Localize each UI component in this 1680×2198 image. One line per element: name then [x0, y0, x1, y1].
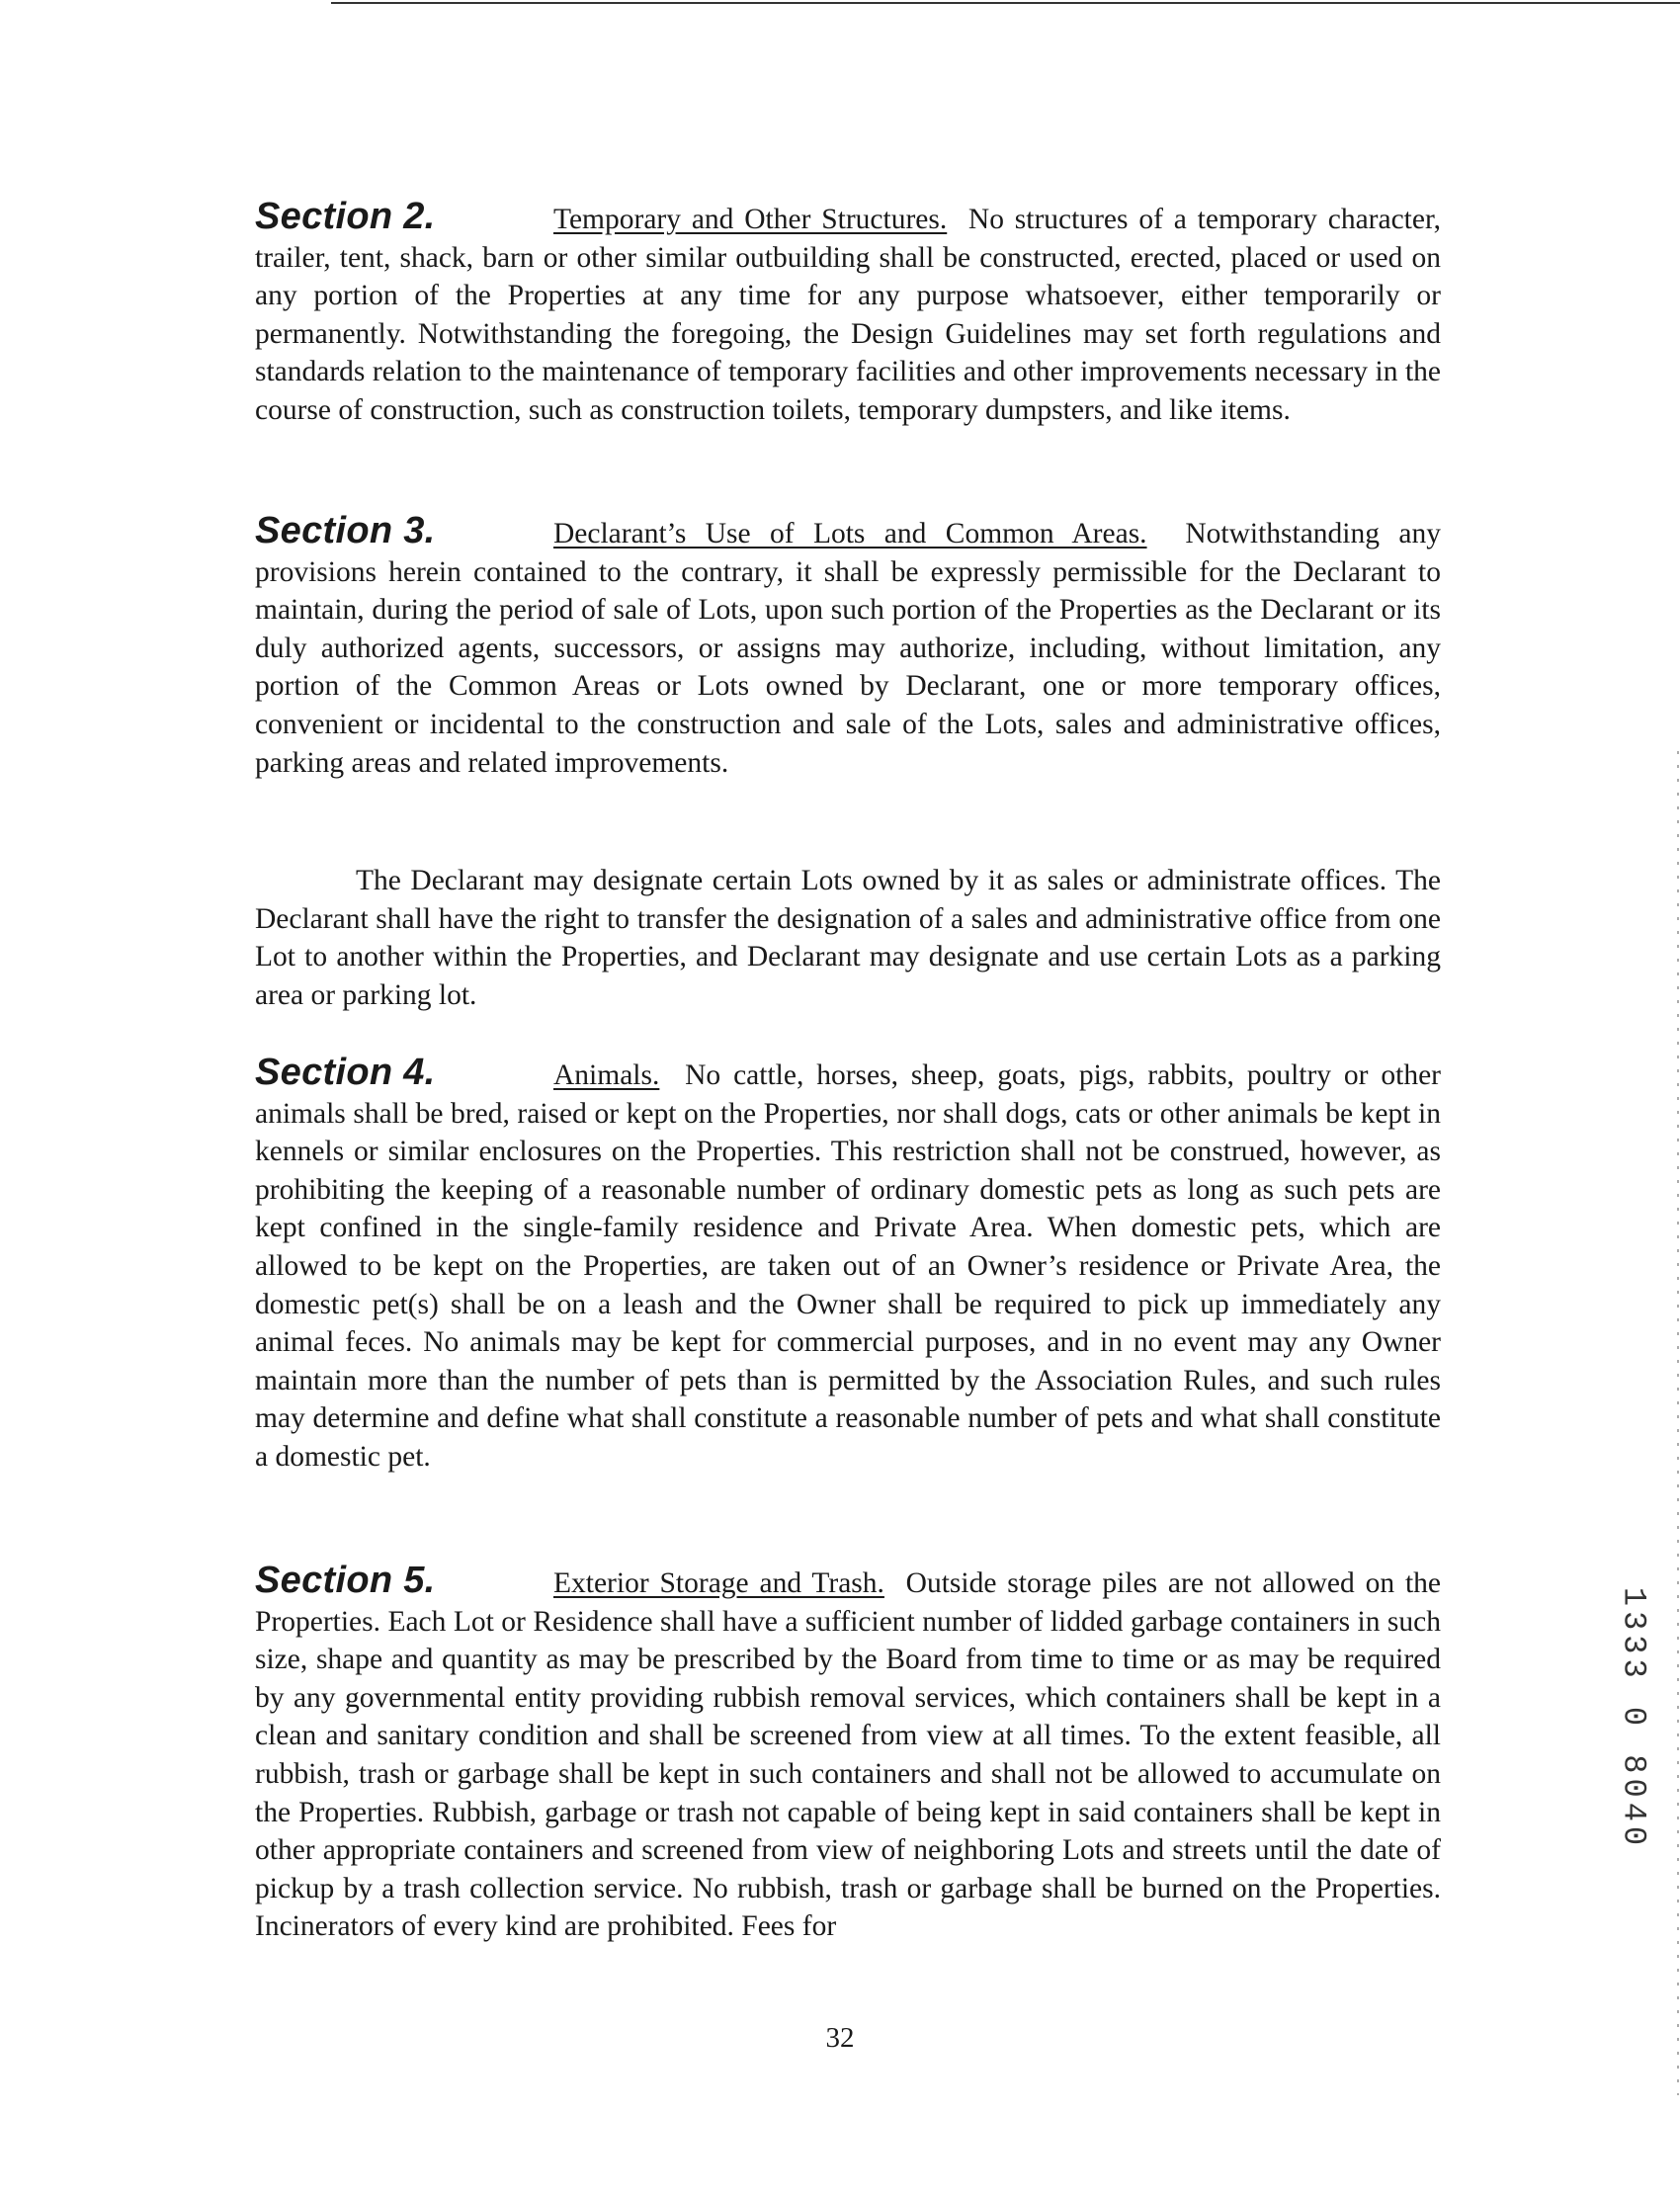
- margin-stamp-text: 1333 0 8040: [1615, 1586, 1652, 1851]
- section-3-label: Section 3.: [255, 510, 436, 551]
- section-2-text: No structures of a temporary character, trailer, tent, shack, barn or other similar outbuilding shall be constructed, erected, placed or used on any portion of the Properties at any time for any purpose whatsoever, either temporarily or permanently. Notwithstanding the foregoing, the Design Guidelines may set forth regulations and standards relation to the maintenance of temporary facilities and other improvements necessary in the course of construction, such as construction toilets, temporary dumpsters, and like items.: [255, 204, 1441, 426]
- section-5-label: Section 5.: [255, 1560, 436, 1601]
- section-3-second-paragraph: The Declarant may designate certain Lots owned by it as sales or administrate offices. The Declarant shall have the right to transfer the designation of a sales and administrative office from one Lot to another within the Properties, and Declarant may designate and use certain Lots as a parking area or parking lot.: [255, 865, 1441, 1011]
- section-2: [255, 198, 1441, 430]
- scan-margin-marks: [1677, 751, 1679, 2095]
- section-4-text: No cattle, horses, sheep, goats, pigs, rabbits, poultry or other animals shall be bred, raised or kept on the Properties, nor shall dogs, cats or other animals be kept in kennels or similar enclosures on the Properties. This restriction shall not be construed, however, as prohibiting the keeping of a reasonable number of ordinary domestic pets as long as such pets are kept confined in the single-family residence and Private Area. When domestic pets, which are allowed to be kept on the Properties, are taken out of an Owner’s residence or Private Area, the domestic pet(s) shall be on a leash and the Owner shall be required to pick up immediately any animal feces. No animals may be kept for commercial purposes, and in no event may any Owner maintain more than the number of pets than is permitted by the Association Rules, and such rules may determine and define what shall constitute a reasonable number of pets and what shall constitute a domestic pet.: [255, 1059, 1441, 1473]
- section-4: [255, 1054, 1441, 1477]
- margin-stamp: [1609, 1586, 1658, 1851]
- section-3: [255, 512, 1441, 782]
- section-5: [255, 1562, 1441, 1946]
- section-2-label: Section 2.: [255, 196, 436, 237]
- section-5-text: Outside storage piles are not allowed on the Properties. Each Lot or Residence shall have a sufficient number of lidded garbage containers in such size, shape and quantity as may be prescribed by the Board from time to time or as may be required by any governmental entity providing rubbish removal services, which containers shall be kept in a clean and sanitary condition and shall be screened from view at all times. To the extent feasible, all rubbish, trash or garbage shall be kept in such containers and shall not be allowed to accumulate on the Properties. Rubbish, garbage or trash not capable of being kept in said containers shall be kept in other appropriate containers and screened from view of neighboring Lots and streets until the date of pickup by a trash collection service. No rubbish, trash or garbage shall be burned on the Properties. Incinerators of every kind are prohibited. Fees for: [255, 1567, 1441, 1943]
- section-5-paragraph: [255, 1562, 1441, 1946]
- page-number: 32: [825, 2022, 855, 2054]
- section-3-text: Notwithstanding any provisions herein contained to the contrary, it shall be expressly permissible for the Declarant to maintain, during the period of sale of Lots, upon such portion of the Properties as the Declarant or its duly authorized agents, successors, or assigns may authorize, including, without limitation, any portion of the Common Areas or Lots owned by Declarant, one or more temporary offices, convenient or incidental to the construction and sale of the Lots, sales and administrative offices, parking areas and related improvements.: [255, 518, 1441, 779]
- section-2-paragraph: [255, 198, 1441, 430]
- top-border-line: [331, 2, 1680, 4]
- section-3-title: Declarant’s Use of Lots and Common Areas.: [553, 518, 1147, 550]
- section-3-paragraph: [255, 512, 1441, 782]
- section-4-label: Section 4.: [255, 1052, 436, 1093]
- section-4-paragraph: [255, 1054, 1441, 1477]
- section-3-paragraph-2: [255, 862, 1441, 1014]
- section-2-title: Temporary and Other Structures.: [553, 204, 948, 235]
- section-5-title: Exterior Storage and Trash.: [553, 1567, 884, 1599]
- section-4-title: Animals.: [553, 1059, 660, 1091]
